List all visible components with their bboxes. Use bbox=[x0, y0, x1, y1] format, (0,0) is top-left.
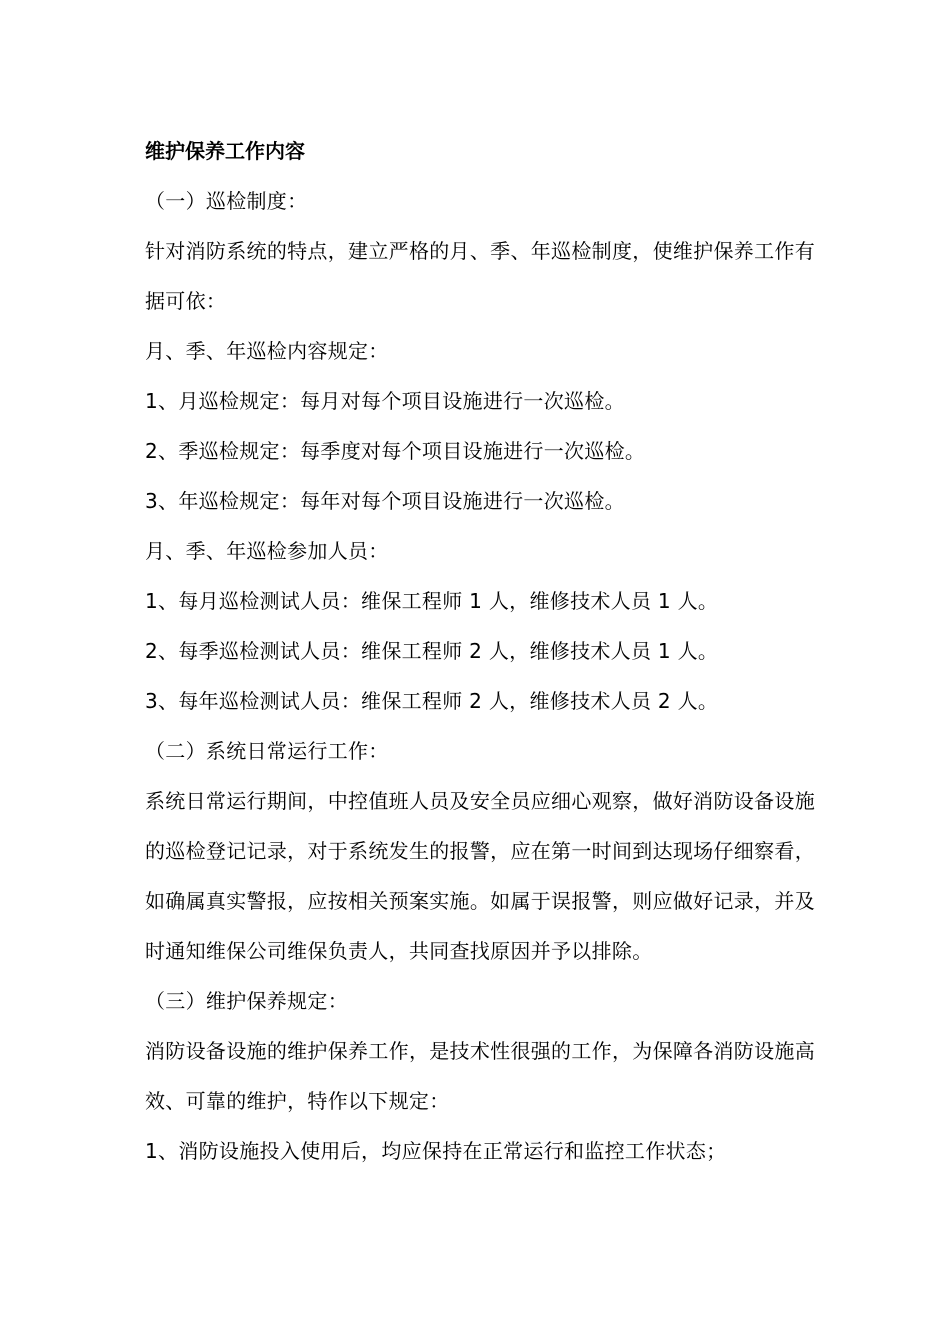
document-body bbox=[145, 126, 815, 1176]
section-2-heading: （二）系统日常运行工作： bbox=[145, 739, 389, 763]
document-title: 维护保养工作内容 bbox=[145, 139, 305, 163]
section-1-intro: 针对消防系统的特点，建立严格的月、季、年巡检制度，使维护保养工作有据可依： bbox=[145, 239, 815, 313]
inspection-rule-quarterly: 2、季巡检规定：每季度对每个项目设施进行一次巡检。 bbox=[145, 439, 646, 463]
inspection-staff-heading: 月、季、年巡检参加人员： bbox=[145, 539, 389, 563]
inspection-rule-monthly: 1、月巡检规定：每月对每个项目设施进行一次巡检。 bbox=[145, 389, 625, 413]
section-3-intro: 消防设备设施的维护保养工作，是技术性很强的工作，为保障各消防设施高效、可靠的维护，特作以下规定： bbox=[145, 1039, 815, 1113]
inspection-staff-quarterly: 2、每季巡检测试人员：维保工程师 2 人，维修技术人员 1 人。 bbox=[145, 639, 719, 663]
inspection-staff-yearly: 3、每年巡检测试人员：维保工程师 2 人，维修技术人员 2 人。 bbox=[145, 689, 719, 713]
section-3-heading: （三）维护保养规定： bbox=[145, 989, 348, 1013]
inspection-staff-monthly: 1、每月巡检测试人员：维保工程师 1 人，维修技术人员 1 人。 bbox=[145, 589, 719, 613]
inspection-rule-yearly: 3、年巡检规定：每年对每个项目设施进行一次巡检。 bbox=[145, 489, 625, 513]
section-1-heading: （一）巡检制度： bbox=[145, 189, 308, 213]
maintenance-rule-1: 1、消防设施投入使用后，均应保持在正常运行和监控工作状态； bbox=[145, 1139, 727, 1163]
inspection-rules-heading: 月、季、年巡检内容规定： bbox=[145, 339, 389, 363]
section-2-body: 系统日常运行期间，中控值班人员及安全员应细心观察，做好消防设备设施的巡检登记记录，对于系统发生的报警，应在第一时间到达现场仔细察看，如确属真实警报，应按相关预案实施。如属于误报警，则应做好记录，并及时通知维保公司维保负责人，共同查找原因并予以排除。 bbox=[145, 789, 815, 963]
